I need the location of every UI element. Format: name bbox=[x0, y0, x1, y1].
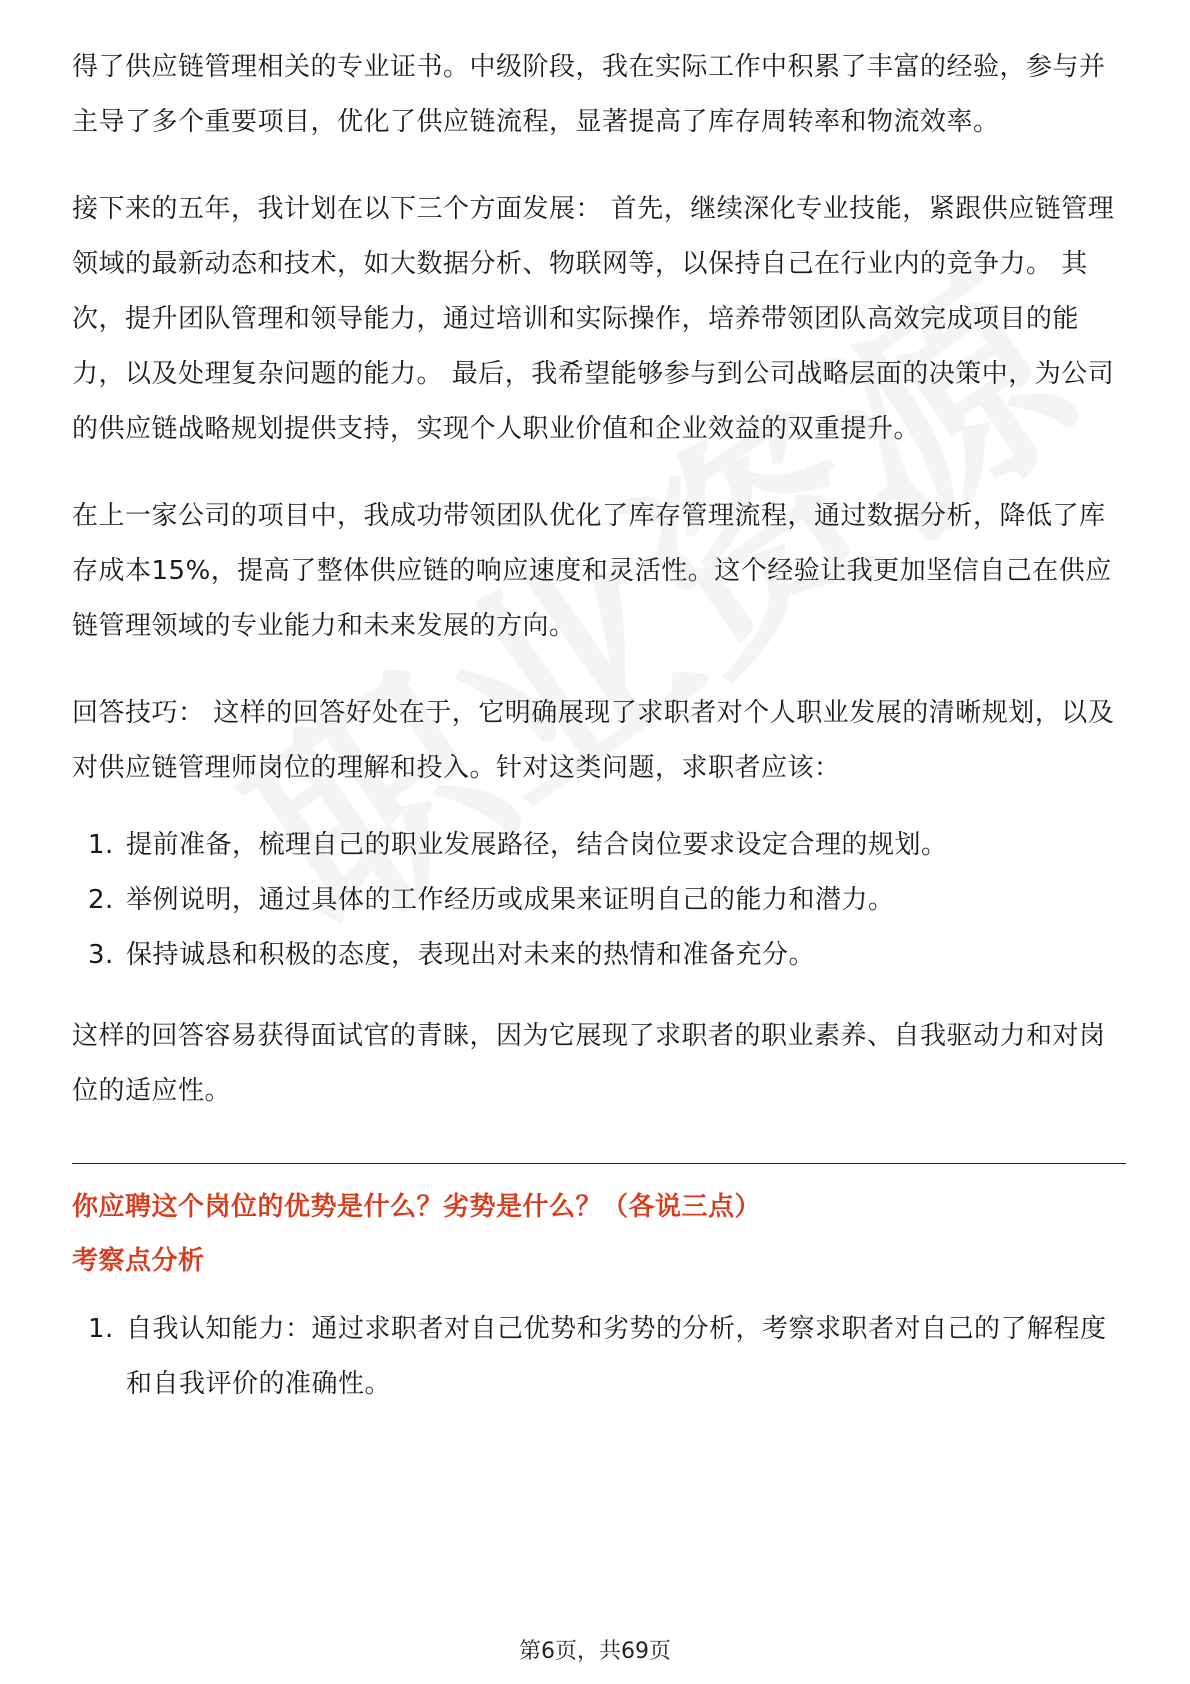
list-item: 2. 举例说明，通过具体的工作经历或成果来证明自己的能力和潜力。 bbox=[88, 885, 895, 915]
list-item: 3. 保持诚恳和积极的态度，表现出对未来的热情和准备充分。 bbox=[88, 940, 816, 970]
page-footer: 第6页，共69页 bbox=[519, 1639, 671, 1664]
paragraph-conclusion: 这样的回答容易获得面试官的青睐，因为它展现了求职者的职业素养、自我驱动力和对岗位的适应性。 bbox=[72, 1021, 1106, 1106]
paragraph-project-experience: 在上一家公司的项目中，我成功带领团队优化了库存管理流程，通过数据分析，降低了库存成本15%，提高了整体供应链的响应速度和灵活性。这个经验让我更加坚信自己在供应链管理领域的专业能力和未来发展的方向。 bbox=[72, 501, 1112, 641]
list-item: 1. 提前准备，梳理自己的职业发展路径，结合岗位要求设定合理的规划。 bbox=[88, 830, 948, 860]
paragraph-answer-tips: 回答技巧： 这样的回答好处在于，它明确展现了求职者对个人职业发展的清晰规划，以及对供应链管理师岗位的理解和投入。针对这类问题，求职者应该： bbox=[72, 698, 1115, 783]
paragraph-five-year-plan: 接下来的五年，我计划在以下三个方面发展： 首先，继续深化专业技能，紧跟供应链管理领域的最新动态和技术，如大数据分析、物联网等，以保持自己在行业内的竞争力。 其次，提升团队管理和领导能力，通过培训和实际操作，培养带领团队高效完成项目的能力，以及处理复杂问题的能力。 最后，我希望能够参与到公司战略层面的决策中，为公司的供应链战略规划提供支持，实现个人职业价值和企业效益的双重提升。 bbox=[72, 194, 1115, 444]
list-item: 1. 自我认知能力：通过求职者对自己优势和劣势的分析，考察求职者对自己的了解程度和自我评价的准确性。 bbox=[88, 1314, 1107, 1399]
tips-list bbox=[72, 818, 1126, 983]
page-content bbox=[72, 40, 1126, 1412]
section-subtitle: 考察点分析 bbox=[72, 1246, 205, 1276]
section-divider bbox=[72, 1163, 1126, 1164]
paragraph-career-background: 得了供应链管理相关的专业证书。中级阶段，我在实际工作中积累了丰富的经验，参与并主导了多个重要项目，优化了供应链流程，显著提高了库存周转率和物流效率。 bbox=[72, 52, 1106, 137]
analysis-list bbox=[72, 1302, 1126, 1412]
question-title: 你应聘这个岗位的优势是什么？劣势是什么？（各说三点） bbox=[72, 1192, 762, 1222]
